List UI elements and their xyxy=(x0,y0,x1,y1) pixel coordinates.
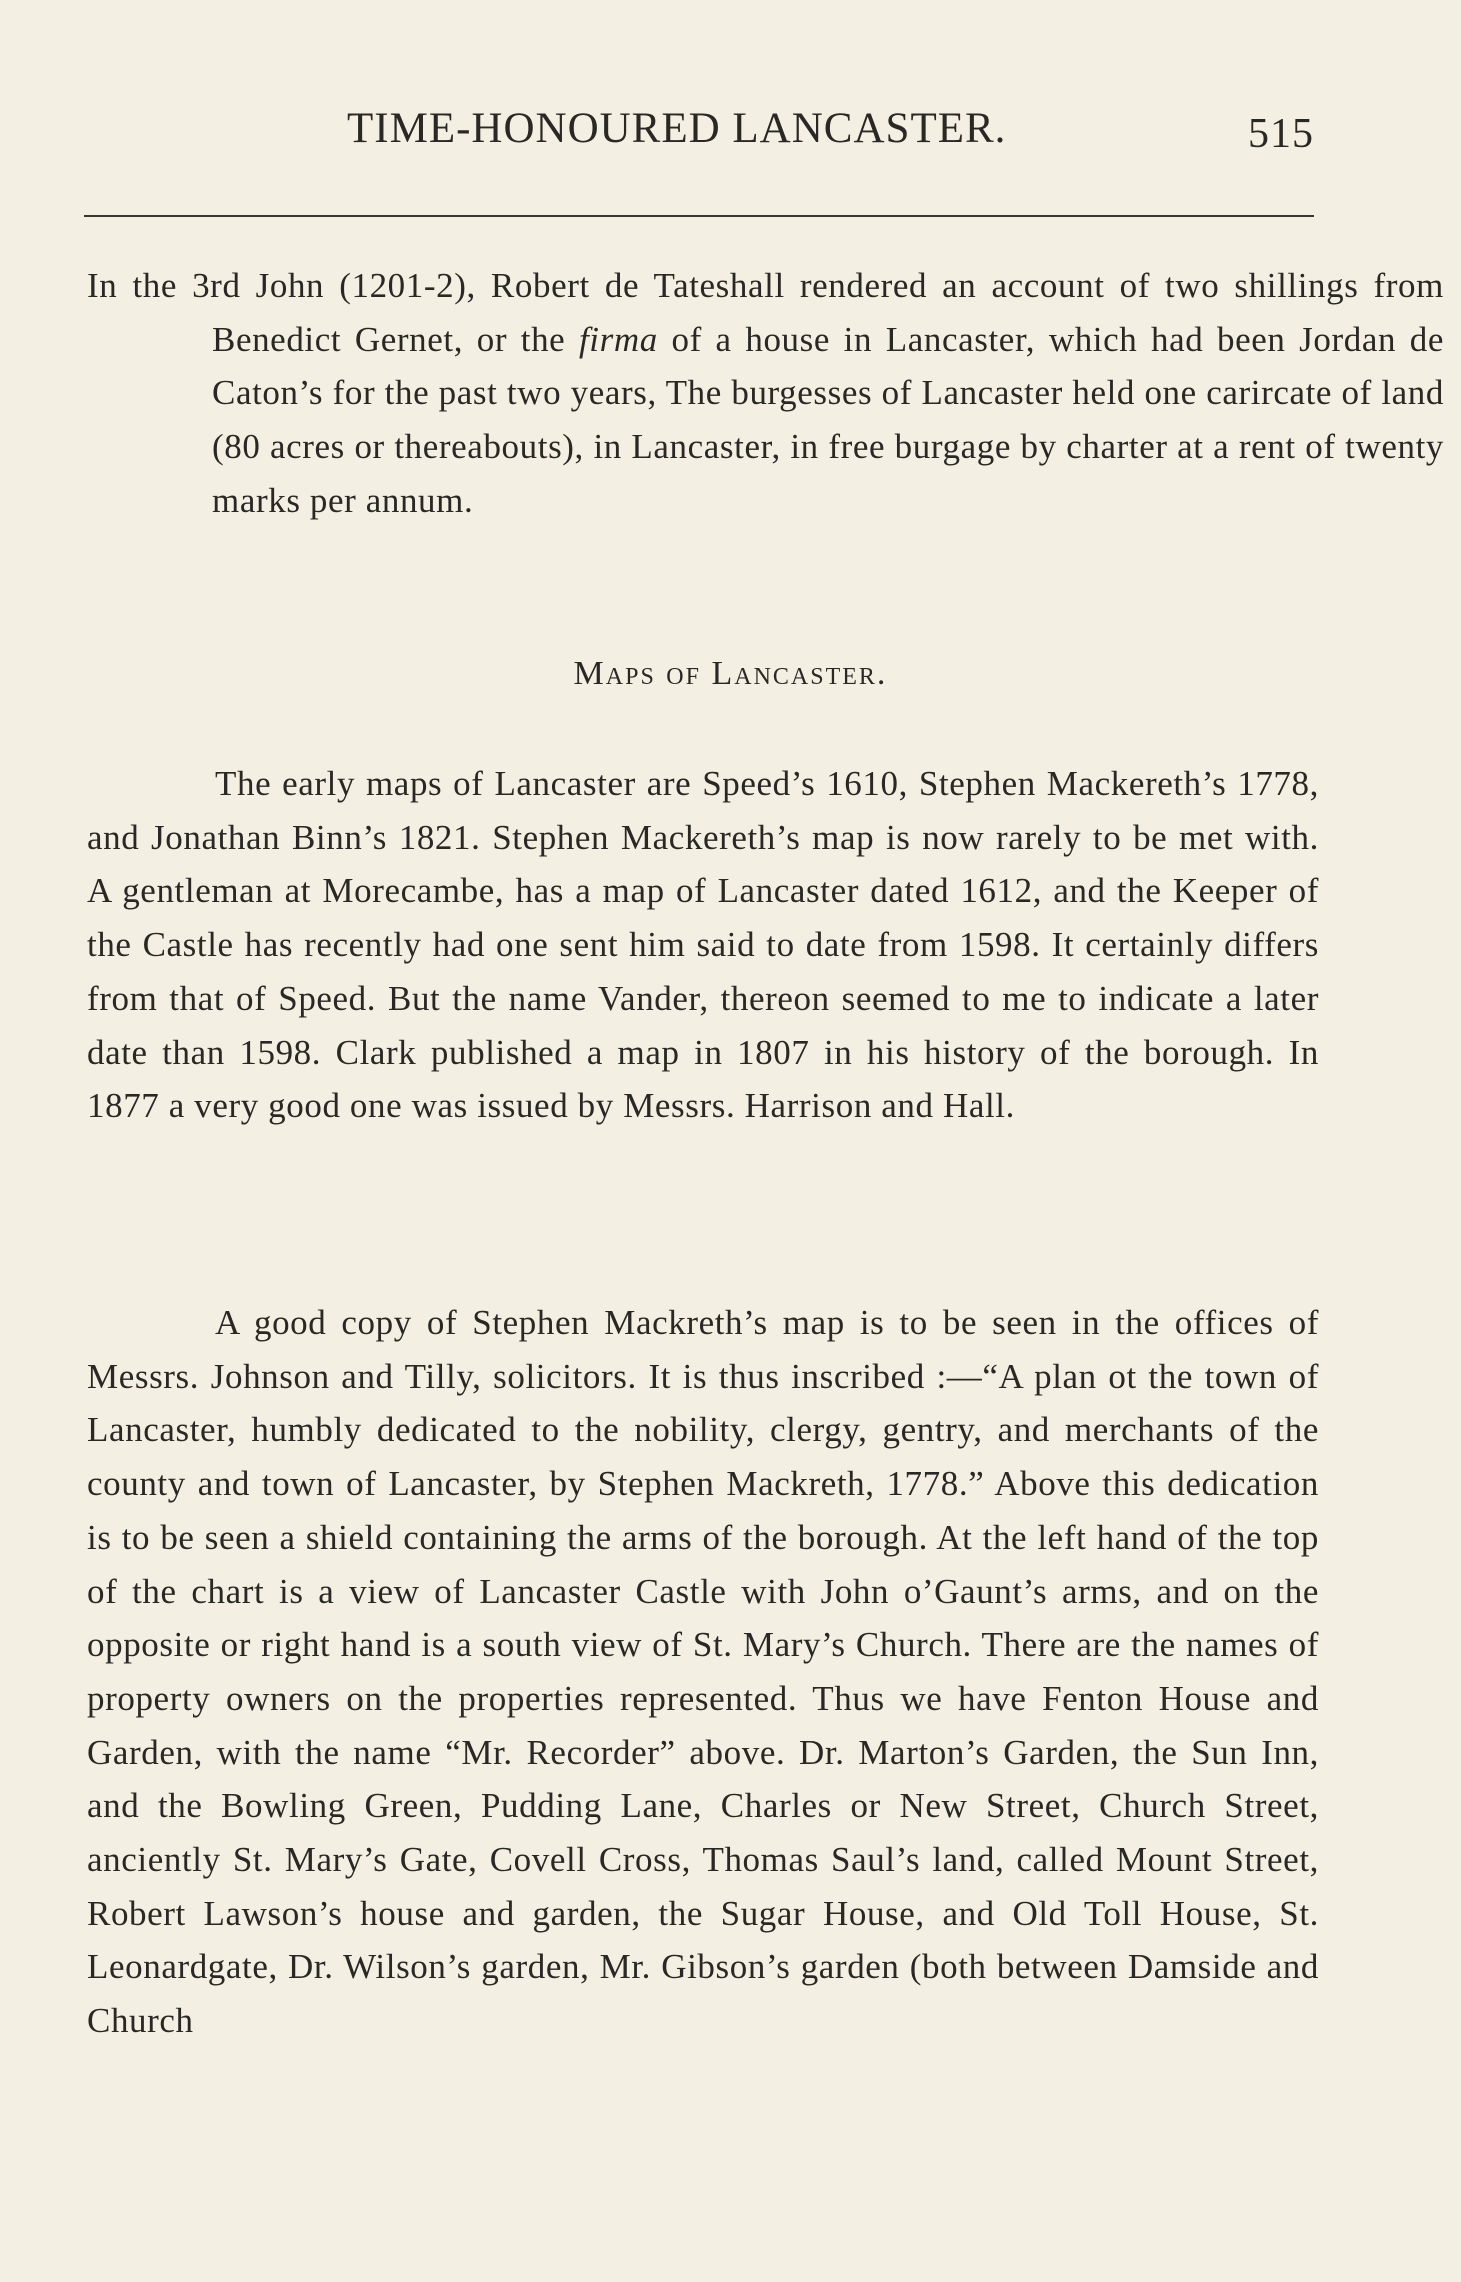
paragraph-mackreth-map: A good copy of Stephen Mackreth’s map is to be seen in the offices of Messrs. Johnson and Tilly, solicitors. It is thus inscribed :—“A plan ot the town of Lancaster, humbly dedicated to the nobility, clergy, gentry, and merchants of the county and town of Lancaster, by Stephen Mackreth, 1778.” Above this dedication is to be seen a shield containing the arms of the borough. At the left hand of the top of the chart is a view of Lancaster Castle with John o’Gaunt’s arms, and on the opposite or right hand is a south view of St. Mary’s Church. There are the names of property owners on the properties represented. Thus we have Fenton House and Garden, with the name “Mr. Recorder” above. Dr. Marton’s Garden, the Sun Inn, and the Bowling Green, Pudding Lane, Charles or New Street, Church Street, anciently St. Mary’s Gate, Covell Cross, Thomas Saul’s land, called Mount Street, Robert Lawson’s house and garden, the Sugar House, and Old Toll House, St. Leonardgate, Dr. Wilson’s garden, Mr. Gibson’s garden (both between Damside and Church xyxy=(87,1303,1319,2041)
firma-italic: firma xyxy=(578,319,658,359)
paragraph-tateshall-account xyxy=(87,259,1444,528)
header-rule xyxy=(84,215,1314,217)
paragraph-early-maps: The early maps of Lancaster are Speed’s 1610, Stephen Mackereth’s 1778, and Jonathan Binn’s 1821. Stephen Mackereth’s map is now rarely to be met with. A gentleman at Morecambe, has a map of Lancaster dated 1612, and the Keeper of the Castle has recently had one sent him said to date from 1598. It certainly differs from that of Speed. But the name Vander, thereon seemed to me to indicate a later date than 1598. Clark published a map in 1807 in his history of the borough. In 1877 a very good one was issued by Messrs. Harrison and Hall. xyxy=(87,764,1319,1126)
paragraph1-text-start: In the 3rd John (1201-2), Robert de Tateshall rendered an account of two shillings from Benedict Gernet, or the xyxy=(87,266,1444,359)
page-number: 515 xyxy=(1248,111,1314,157)
page-header xyxy=(84,104,1314,164)
paragraph1-text-end: of a house in Lancaster, which had been Jordan de Caton’s for the past two years, The burgesses of Lancaster held one carircate of land (80 acres or thereabouts), in Lancaster, in free burgage by charter at a rent of twenty marks per annum. xyxy=(212,319,1444,520)
running-head: TIME-HONOURED LANCASTER. xyxy=(347,105,1007,152)
section-heading-maps: Maps of Lancaster. xyxy=(573,655,888,692)
